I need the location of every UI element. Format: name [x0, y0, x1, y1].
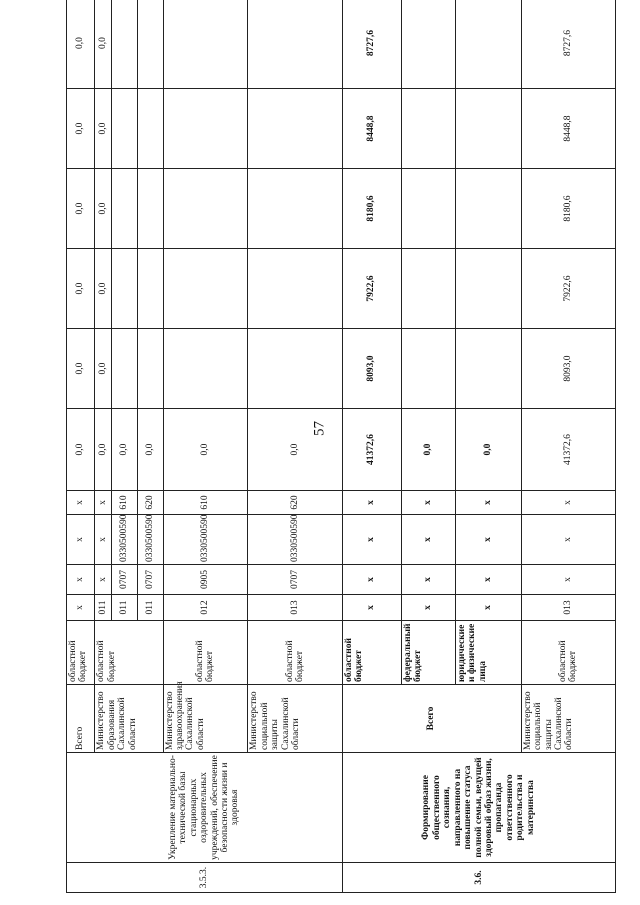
- cell-value: 0,0: [95, 169, 111, 249]
- cell-vr: х: [342, 491, 401, 515]
- cell-value: 8093,0: [342, 329, 401, 409]
- measure-name: Укрепление материально-технической базы стационарных оздоровительных учреждений, обеспечение безопасности жизни и здоровья: [67, 753, 343, 863]
- cell-value: 0,0: [95, 249, 111, 329]
- cell-csr: х: [455, 515, 521, 565]
- cell-rz: х: [401, 565, 455, 595]
- cell-value: 0,0: [401, 409, 455, 491]
- cell-value: 8180,6: [342, 169, 401, 249]
- cell-value: 0,0: [95, 0, 111, 89]
- cell-grbs: х: [342, 595, 401, 621]
- cell-rz: х: [67, 565, 95, 595]
- cell-rz: х: [455, 565, 521, 595]
- cell-value: 0,0: [95, 329, 111, 409]
- source: областной бюджет: [67, 621, 95, 685]
- cell-vr: 620: [137, 491, 163, 515]
- source: областной бюджет: [163, 621, 248, 685]
- cell-value: 0,0: [67, 249, 95, 329]
- executor: Министерство здравоохранения Сахалинской области: [163, 685, 248, 753]
- cell-csr: х: [401, 515, 455, 565]
- cell-grbs: х: [401, 595, 455, 621]
- row-index: 3.6.: [342, 863, 615, 893]
- cell-value: 8180,6: [521, 169, 615, 249]
- cell-csr: 0330500590: [137, 515, 163, 565]
- cell-vr: 610: [111, 491, 137, 515]
- row-index: 3.5.3.: [67, 863, 343, 893]
- cell-csr: х: [342, 515, 401, 565]
- cell-grbs: х: [67, 595, 95, 621]
- source: областной бюджет: [248, 621, 342, 685]
- cell-grbs: 011: [111, 595, 137, 621]
- cell-value: 41372,6: [342, 409, 401, 491]
- cell-value: 8448,8: [342, 89, 401, 169]
- source: федеральный бюджет: [401, 621, 455, 685]
- executor: Министерство социальной защиты Сахалинской области: [248, 685, 342, 753]
- cell-value: 0,0: [163, 409, 248, 491]
- budget-table-sheet: [66, 8, 616, 893]
- cell-grbs: 013: [248, 595, 342, 621]
- cell-grbs: 012: [163, 595, 248, 621]
- table-row: [342, 0, 401, 893]
- cell-value: 7922,6: [342, 249, 401, 329]
- cell-value: 0,0: [95, 89, 111, 169]
- cell-value: 41372,6: [521, 409, 615, 491]
- cell-grbs: 013: [521, 595, 615, 621]
- cell-value: 0,0: [67, 0, 95, 89]
- cell-vr: 620: [248, 491, 342, 515]
- cell-value: 8093,0: [521, 329, 615, 409]
- cell-value: 0,0: [67, 89, 95, 169]
- budget-table: [66, 0, 616, 893]
- cell-grbs: х: [455, 595, 521, 621]
- cell-vr: х: [95, 491, 111, 515]
- table-row: [67, 0, 95, 893]
- executor: Всего: [342, 685, 521, 753]
- executor: Министерство социальной защиты Сахалинской области: [521, 685, 615, 753]
- cell-rz: 0707: [248, 565, 342, 595]
- cell-value: 0,0: [95, 409, 111, 491]
- cell-value: 0,0: [67, 409, 95, 491]
- cell-value: 8727,6: [521, 0, 615, 89]
- cell-csr: х: [521, 515, 615, 565]
- cell-value: 0,0: [137, 409, 163, 491]
- cell-vr: х: [455, 491, 521, 515]
- cell-csr: х: [67, 515, 95, 565]
- cell-value: 0,0: [248, 409, 342, 491]
- cell-rz: 0707: [137, 565, 163, 595]
- cell-rz: х: [342, 565, 401, 595]
- executor: Всего: [67, 685, 95, 753]
- executor: Министерство образования Сахалинской области: [95, 685, 163, 753]
- cell-value: 0,0: [67, 169, 95, 249]
- cell-rz: х: [521, 565, 615, 595]
- cell-csr: 0330500590: [111, 515, 137, 565]
- measure-name: Формирование общественного сознания, направленного на повышение статуса полной семьи, ведущей здоровый образ жизни, пропаганда ответственного родительства и материнства: [342, 753, 615, 863]
- cell-value: 0,0: [111, 409, 137, 491]
- cell-vr: х: [67, 491, 95, 515]
- cell-vr: х: [521, 491, 615, 515]
- cell-grbs: 011: [95, 595, 111, 621]
- source: областной бюджет: [95, 621, 163, 685]
- source: областной бюджет: [521, 621, 615, 685]
- cell-value: 8448,8: [521, 89, 615, 169]
- source: юридические и физические лица: [455, 621, 521, 685]
- cell-grbs: 011: [137, 595, 163, 621]
- cell-value: 8727,6: [342, 0, 401, 89]
- source: областной бюджет: [342, 621, 401, 685]
- cell-rz: х: [95, 565, 111, 595]
- cell-value: 0,0: [67, 329, 95, 409]
- cell-value: 0,0: [455, 409, 521, 491]
- cell-vr: 610: [163, 491, 248, 515]
- cell-value: 7922,6: [521, 249, 615, 329]
- page-number: 57: [311, 421, 328, 436]
- cell-rz: 0905: [163, 565, 248, 595]
- cell-vr: х: [401, 491, 455, 515]
- cell-csr: 0330500590: [163, 515, 248, 565]
- cell-csr: 0330500590: [248, 515, 342, 565]
- cell-rz: 0707: [111, 565, 137, 595]
- cell-csr: х: [95, 515, 111, 565]
